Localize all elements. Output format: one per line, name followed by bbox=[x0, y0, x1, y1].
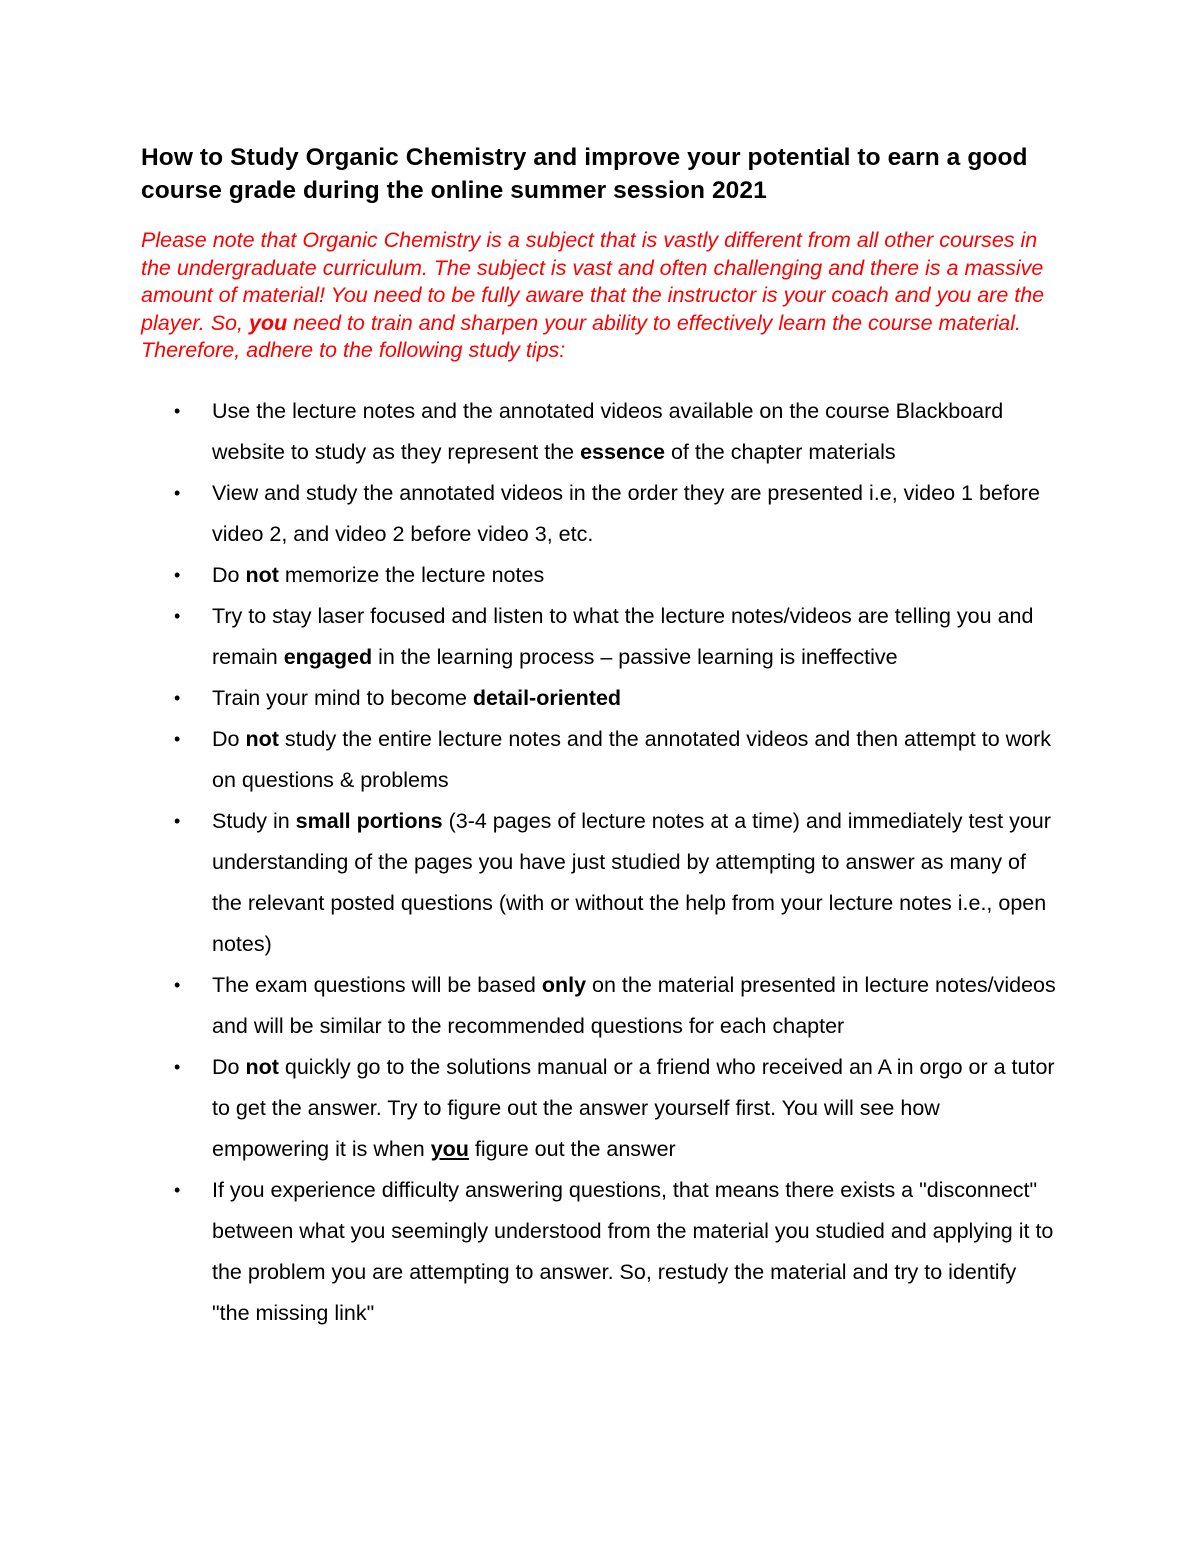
list-item bbox=[141, 965, 1059, 1047]
tip-text: Do bbox=[212, 562, 246, 587]
tip-emphasis: small portions bbox=[295, 808, 443, 833]
list-item bbox=[141, 801, 1059, 965]
bullet-icon: • bbox=[174, 400, 181, 421]
bullet-icon: • bbox=[174, 1056, 181, 1077]
bullet-icon: • bbox=[174, 564, 181, 585]
tip-text: study the entire lecture notes and the annotated videos and then attempt to work on questions & problems bbox=[212, 726, 1052, 792]
bullet-icon: • bbox=[174, 482, 181, 503]
tip-text: Do bbox=[212, 1054, 246, 1079]
note-text-before: Please note that Organic Chemistry is a subject that is vastly different from all other courses in the undergraduate curriculum. The subject is vast and often challenging and there is a massive amount of material! You need to be fully aware that the instructor is your coach and you are the player. So, bbox=[141, 228, 1045, 335]
list-item bbox=[141, 678, 1059, 719]
document-page bbox=[141, 141, 1059, 1334]
tip-emphasis: engaged bbox=[283, 644, 373, 669]
tip-text: The exam questions will be based bbox=[212, 972, 542, 997]
tip-emphasis: only bbox=[541, 972, 587, 997]
list-item bbox=[141, 1170, 1059, 1334]
tip-emphasis: not bbox=[245, 562, 279, 587]
tip-text: Train your mind to become bbox=[212, 685, 473, 710]
bullet-icon: • bbox=[174, 605, 181, 626]
tip-emphasis: not bbox=[245, 1054, 279, 1079]
tip-text: quickly go to the solutions manual or a friend who received an A in orgo or a tutor to get the answer. Try to figure out the answer yourself first. You will see how empowering it is when bbox=[212, 1054, 1055, 1161]
list-item bbox=[141, 719, 1059, 801]
list-item bbox=[141, 555, 1059, 596]
tip-text: memorize the lecture notes bbox=[278, 562, 545, 587]
tip-text: Do bbox=[212, 726, 246, 751]
bullet-icon: • bbox=[174, 687, 181, 708]
tip-text: (3-4 pages of lecture notes at a time) and immediately test your understanding of the pages you have just studied by attempting to answer as many of the relevant posted questions (with or without the help from your lecture notes i.e., open notes) bbox=[212, 808, 1051, 956]
tip-text: in the learning process – passive learning is ineffective bbox=[372, 644, 898, 669]
note-text-after: need to train and sharpen your ability to effectively learn the course material. Therefore, adhere to the following study tips: bbox=[141, 310, 1021, 362]
list-item bbox=[141, 391, 1059, 473]
list-item bbox=[141, 473, 1059, 555]
bullet-icon: • bbox=[174, 810, 181, 831]
tip-text: If you experience difficulty answering questions, that means there exists a "disconnect" between what you seemingly understood from the material you studied and applying it to the problem you are attempting to answer. So, restudy the material and try to identify "the missing link" bbox=[212, 1177, 1054, 1325]
warning-note bbox=[141, 227, 1059, 365]
tip-text: Study in bbox=[212, 808, 296, 833]
tip-emphasis: essence bbox=[580, 439, 665, 464]
list-item bbox=[141, 1047, 1059, 1170]
tip-emphasis: not bbox=[245, 726, 279, 751]
tip-text: of the chapter materials bbox=[664, 439, 896, 464]
document-title: How to Study Organic Chemistry and improve your potential to earn a good course grade during the online summer session 2021 bbox=[141, 144, 1028, 204]
bullet-icon: • bbox=[174, 1179, 181, 1200]
study-tips-list bbox=[141, 391, 1059, 1334]
tip-emphasis: detail-oriented bbox=[472, 685, 622, 710]
list-item bbox=[141, 596, 1059, 678]
tip-text: on the material presented in lecture notes/videos and will be similar to the recommended questions for each chapter bbox=[212, 972, 1056, 1038]
tip-text: figure out the answer bbox=[468, 1136, 676, 1161]
bullet-icon: • bbox=[174, 974, 181, 995]
bullet-icon: • bbox=[174, 728, 181, 749]
tip-text: Use the lecture notes and the annotated videos available on the course Blackboard website to study as they represent the bbox=[212, 398, 1004, 464]
tip-text: Try to stay laser focused and listen to what the lecture notes/videos are telling you and remain bbox=[212, 603, 1034, 669]
tip-text: View and study the annotated videos in the order they are presented i.e, video 1 before video 2, and video 2 before video 3, etc. bbox=[212, 480, 1040, 546]
tip-emphasis-underlined: you bbox=[430, 1136, 469, 1161]
note-emphasis: you bbox=[248, 310, 288, 335]
